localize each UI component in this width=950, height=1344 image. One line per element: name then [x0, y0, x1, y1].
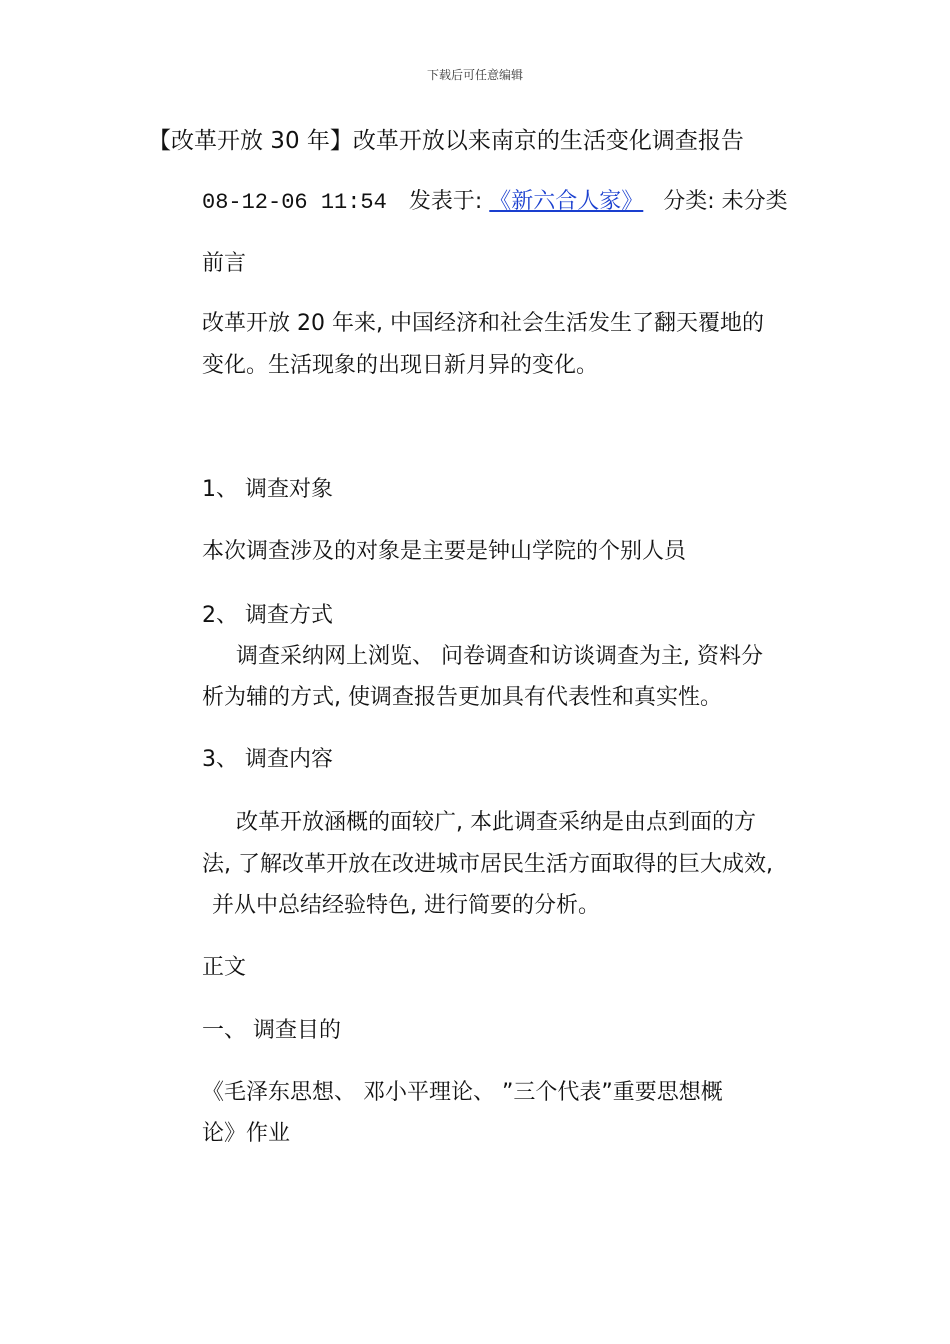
preface-line-1: 改革开放 20 年来, 中国经济和社会生活发生了翻天覆地的 [202, 311, 764, 336]
purpose-line-1: 《毛泽东思想、 邓小平理论、 ”三个代表”重要思想概 [202, 1080, 723, 1105]
section-3-heading: 3、 调查内容 [202, 747, 333, 772]
section-2-line-2: 析为辅的方式, 使调查报告更加具有代表性和真实性。 [202, 685, 722, 710]
blog-link[interactable]: 《新六合人家》 [489, 189, 644, 214]
preface-line-2: 变化。生活现象的出现日新月异的变化。 [202, 353, 599, 378]
document-title: 【改革开放 30 年】改革开放以来南京的生活变化调查报告 [148, 128, 744, 154]
section-1-body: 本次调查涉及的对象是主要是钟山学院的个别人员 [202, 539, 687, 564]
post-meta [202, 184, 788, 215]
section-1-heading: 1、 调查对象 [202, 477, 333, 502]
page-header: 下载后可任意编辑 [426, 68, 523, 82]
section-3-line-3: 并从中总结经验特色, 进行简要的分析。 [212, 893, 600, 918]
purpose-heading: 一、 调查目的 [202, 1018, 341, 1043]
main-text-heading: 正文 [202, 955, 247, 980]
purpose-line-2: 论》作业 [202, 1121, 291, 1146]
post-datetime: 08-12-06 11:54 [202, 190, 387, 215]
section-2-line-1: 调查采纳网上浏览、 问卷调查和访谈调查为主, 资料分 [236, 644, 763, 669]
section-3-line-2: 法, 了解改革开放在改进城市居民生活方面取得的巨大成效, [202, 852, 773, 877]
post-category: 分类: 未分类 [663, 189, 788, 214]
section-3-line-1: 改革开放涵概的面较广, 本此调查采纳是由点到面的方 [236, 810, 756, 835]
section-2-heading: 2、 调查方式 [202, 603, 333, 628]
posted-in-label: 发表于: [408, 189, 483, 214]
preface-heading: 前言 [202, 251, 247, 276]
